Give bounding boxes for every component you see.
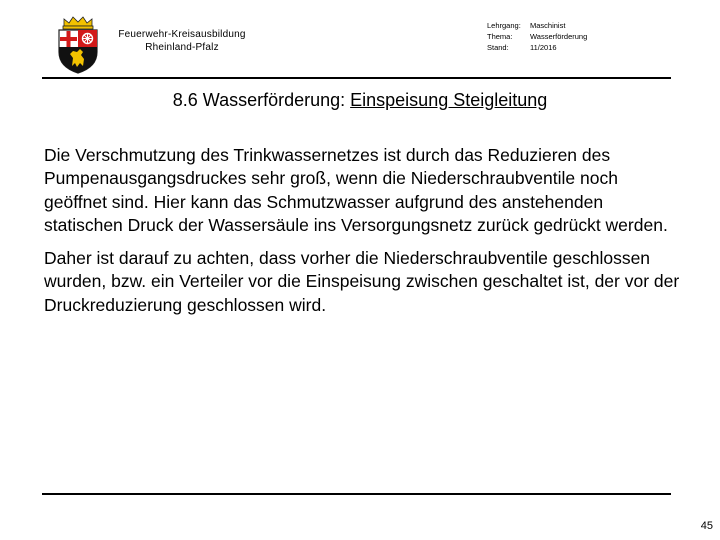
- meta-value: Wasserförderung: [530, 32, 588, 41]
- meta-key: Stand:: [487, 43, 509, 52]
- organization-line2: Rheinland-Pfalz: [145, 42, 219, 53]
- meta-key: Lehrgang:: [487, 21, 521, 30]
- title-topic: Einspeisung Steigleitung: [350, 90, 548, 110]
- course-meta: [487, 20, 587, 53]
- organization-line1: Feuerwehr-Kreisausbildung: [118, 29, 246, 40]
- page-number: 45: [700, 520, 713, 532]
- coat-of-arms-icon: [55, 16, 101, 74]
- meta-row-status: [487, 42, 587, 53]
- body-paragraph-2: Daher ist darauf zu achten, dass vorher die Niederschraubventile geschlossen wurden, bzw. ein Verteiler vor die Einspeisung zwischen geschaltet ist, der vor der Druckreduzierung geschlossen wird.: [44, 248, 680, 315]
- slide-title: [0, 89, 720, 111]
- meta-row-course: [487, 20, 587, 31]
- title-prefix: 8.6 Wasserförderung:: [172, 90, 351, 110]
- meta-value: 11/2016: [530, 43, 557, 52]
- meta-value: Maschinist: [530, 21, 566, 30]
- slide-body: [44, 144, 684, 317]
- meta-key: Thema:: [487, 32, 513, 41]
- meta-row-topic: [487, 31, 587, 42]
- footer-divider: [42, 493, 671, 495]
- body-paragraph-1: Die Verschmutzung des Trinkwassernetzes ist durch das Reduzieren des Pumpenausgangsdruckes sehr groß, wenn die Niederschraubventile noch geöffnet sind. Hier kann das Schmutzwasser aufgrund des anstehenden statischen Druck der Wassersäule ins Versorgungsnetz zurück gedrückt werden.: [44, 145, 668, 235]
- organization-name: [112, 28, 252, 54]
- header-divider: [42, 77, 671, 79]
